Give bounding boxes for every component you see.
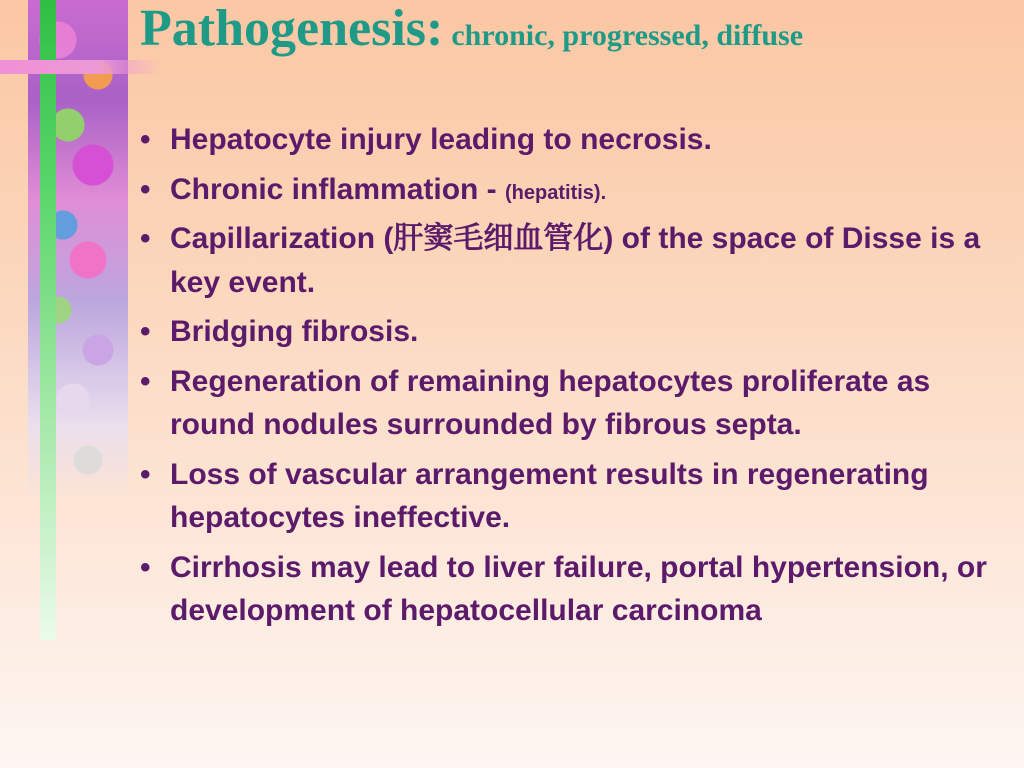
bullet-icon: •	[140, 457, 151, 491]
bullet-text: Chronic inflammation -	[170, 172, 506, 206]
slide-title-sub: chronic, progressed, diffuse	[451, 19, 804, 52]
bullet-icon: •	[140, 315, 151, 348]
bullet-item	[140, 360, 1000, 447]
bullet-icon: •	[140, 550, 151, 584]
decorative-pink-bar	[0, 60, 160, 74]
bullet-icon: •	[140, 172, 151, 206]
bullet-text: Cirrhosis may lead to liver failure, portal hypertension, or development of hepatocellular carcinoma	[170, 550, 987, 627]
bullet-item	[140, 217, 1000, 304]
bullet-icon: •	[140, 222, 151, 255]
bullet-text: Regeneration of remaining hepatocytes proliferate as round nodules surrounded by fibrous septa.	[170, 364, 931, 441]
bullet-icon: •	[140, 123, 151, 156]
bullet-item	[140, 118, 1000, 162]
bullet-text-small: (hepatitis).	[505, 181, 607, 204]
bullet-item	[140, 168, 1000, 212]
decorative-green-bar	[40, 0, 56, 640]
bullet-text: Capillarization (肝窦毛细血管化) of the space of Disse is a key event.	[170, 222, 981, 299]
bullet-list	[140, 118, 1000, 639]
bullet-text: Bridging fibrosis.	[170, 315, 419, 348]
bullet-icon: •	[140, 364, 151, 398]
slide-title	[140, 2, 1000, 57]
bullet-item	[140, 453, 1000, 540]
bullet-text: Loss of vascular arrangement results in regenerating hepatocytes ineffective.	[170, 457, 929, 534]
slide-title-main: Pathogenesis:	[140, 0, 444, 57]
bullet-text: Hepatocyte injury leading to necrosis.	[170, 123, 712, 156]
bullet-item	[140, 546, 1000, 633]
bullet-item	[140, 310, 1000, 354]
